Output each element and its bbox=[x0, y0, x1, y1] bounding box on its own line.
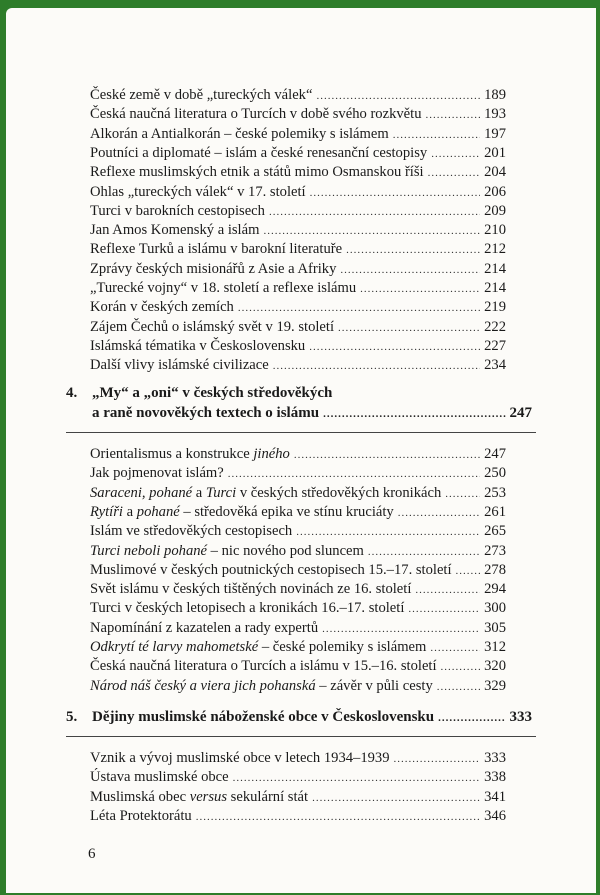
toc-entry-title bbox=[90, 768, 229, 786]
toc-entry-text: Napomínání z kazatelen a rady expertů bbox=[90, 620, 319, 636]
dot-leader bbox=[323, 405, 505, 424]
dot-leader bbox=[445, 485, 480, 503]
toc-entry-italic: Rytíři bbox=[90, 504, 123, 520]
toc-entry bbox=[90, 561, 506, 580]
toc-entry-text: – závěr v půli cesty bbox=[315, 678, 433, 694]
toc-entry bbox=[90, 580, 506, 599]
toc-entry-text: Reflexe muslimských etnik a států mimo Osmanskou říši bbox=[90, 164, 424, 180]
toc-entry-text: a bbox=[122, 504, 137, 520]
toc-entry bbox=[90, 260, 506, 279]
toc-entry bbox=[90, 202, 506, 221]
toc-entry-page: 253 bbox=[484, 485, 506, 501]
dot-leader bbox=[269, 203, 480, 221]
toc-entry bbox=[90, 522, 506, 541]
toc-entry-page: 210 bbox=[484, 222, 506, 238]
toc-entry bbox=[90, 86, 506, 105]
toc-entry-text: – nic nového pod sluncem bbox=[207, 543, 364, 559]
toc-entry-title bbox=[90, 125, 389, 143]
toc-entry-text: Korán v českých zemích bbox=[90, 299, 234, 315]
toc-entry-title bbox=[90, 561, 452, 579]
toc-entry-title bbox=[90, 163, 424, 181]
chapter-number: 4. bbox=[66, 385, 78, 401]
toc-entry-page: 189 bbox=[484, 87, 506, 103]
toc-entry-text: Svět islámu v českých tištěných novinách ze 16. století bbox=[90, 581, 412, 597]
toc-entry-text: „Turecké vojny“ v 18. století a reflexe islámu bbox=[90, 280, 357, 296]
dot-leader bbox=[394, 750, 480, 768]
toc-entry-title bbox=[90, 202, 265, 220]
dot-leader bbox=[393, 126, 480, 144]
toc-entry-italic: Turci neboli pohané bbox=[90, 543, 208, 559]
dot-leader bbox=[437, 678, 480, 696]
dot-leader bbox=[338, 319, 480, 337]
toc-entry-title bbox=[90, 619, 318, 637]
toc-entry-text: a bbox=[192, 485, 206, 501]
toc-entry-page: 261 bbox=[484, 504, 506, 520]
dot-leader bbox=[233, 769, 480, 787]
toc-entry bbox=[90, 105, 506, 124]
toc-entry-title bbox=[90, 484, 441, 502]
toc-entry-page: 305 bbox=[484, 620, 506, 636]
toc-entry-text: Česká naučná literatura o Turcích v době svého rozkvětu bbox=[90, 106, 422, 122]
toc-entry-title bbox=[90, 337, 305, 355]
toc-entry bbox=[90, 144, 506, 163]
dot-leader bbox=[294, 446, 480, 464]
toc-entry-text: – středověká epika ve stínu kruciáty bbox=[179, 504, 394, 520]
toc-entry-text: Orientalismus a konstrukce bbox=[90, 446, 254, 462]
dot-leader bbox=[263, 222, 480, 240]
toc-entry-title bbox=[90, 221, 259, 239]
toc-entry-text: Další vlivy islámské civilizace bbox=[90, 357, 269, 373]
toc-entry bbox=[90, 677, 506, 696]
dot-leader bbox=[426, 106, 480, 124]
toc-entry-title bbox=[90, 260, 336, 278]
chapter-page-number: 333 bbox=[509, 709, 532, 725]
toc-entry-page: 312 bbox=[484, 639, 506, 655]
toc-entry-text: Poutníci a diplomaté – islám a české renesanční cestopisy bbox=[90, 145, 428, 161]
chapter-4-rule bbox=[66, 432, 536, 433]
toc-entry-title bbox=[90, 503, 394, 521]
dot-leader bbox=[428, 164, 480, 182]
dot-leader bbox=[312, 789, 480, 807]
toc-entry-text: Muslimové v českých poutnických cestopisech 15.–17. století bbox=[90, 562, 452, 578]
chapter-title-line1: „My“ a „oni“ v českých středověkých bbox=[92, 385, 333, 401]
toc-entry bbox=[90, 638, 506, 657]
toc-entry-text: – české polemiky s islámem bbox=[258, 639, 427, 655]
toc-entry-page: 214 bbox=[484, 261, 506, 277]
toc-entry-title bbox=[90, 183, 306, 201]
toc-entry bbox=[90, 318, 506, 337]
dot-leader bbox=[346, 241, 480, 259]
toc-entry-title bbox=[90, 542, 364, 560]
dot-leader bbox=[441, 658, 480, 676]
dot-leader bbox=[430, 639, 480, 657]
page-number: 6 bbox=[88, 846, 96, 862]
toc-entry-title bbox=[90, 580, 411, 598]
toc-entry-text: Jak pojmenovat islám? bbox=[90, 465, 224, 481]
toc-entry bbox=[90, 464, 506, 483]
chapter-title-line1 bbox=[92, 708, 532, 728]
chapter-5-rule bbox=[66, 736, 536, 737]
toc-entry-title bbox=[90, 807, 192, 825]
toc-entry-text: Islám ve středověkých cestopisech bbox=[90, 523, 293, 539]
toc-entry-title bbox=[90, 522, 292, 540]
toc-entry bbox=[90, 240, 506, 259]
toc-entry-title bbox=[90, 318, 334, 336]
toc-entry-page: 278 bbox=[484, 562, 506, 578]
toc-entry bbox=[90, 183, 506, 202]
toc-entry-page: 247 bbox=[484, 446, 506, 462]
toc-entry-title bbox=[90, 464, 224, 482]
toc-entry-title bbox=[90, 638, 426, 656]
toc-entry-title bbox=[90, 677, 433, 695]
toc-entry-title bbox=[90, 599, 404, 617]
toc-entry-text: Zájem Čechů o islámský svět v 19. století bbox=[90, 319, 335, 335]
toc-entry-text: České země v době „tureckých válek“ bbox=[90, 87, 313, 103]
toc-entry bbox=[90, 619, 506, 638]
chapter-title-text: a raně novověkých textech o islámu bbox=[92, 405, 320, 421]
toc-entry-text: Ústava muslimské obce bbox=[90, 769, 229, 785]
dot-leader bbox=[340, 261, 480, 279]
toc-entry-page: 214 bbox=[484, 280, 506, 296]
dot-leader bbox=[309, 338, 480, 356]
toc-entry-text: Reflexe Turků a islámu v barokní literatuře bbox=[90, 241, 343, 257]
toc-entry-italic: versus bbox=[189, 789, 228, 805]
toc-entry-page: 209 bbox=[484, 203, 506, 219]
toc-entry-page: 193 bbox=[484, 106, 506, 122]
toc-entry-text: Islámská tématika v Československu bbox=[90, 338, 306, 354]
toc-entry-title bbox=[90, 240, 342, 258]
dot-leader bbox=[316, 87, 480, 105]
toc-entry-text: Turci v českých letopisech a kronikách 16.–17. století bbox=[90, 600, 405, 616]
toc-entry-text: Muslimská obec bbox=[90, 789, 190, 805]
toc-entry bbox=[90, 807, 506, 826]
toc-entry-page: 341 bbox=[484, 789, 506, 805]
toc-entry-page: 206 bbox=[484, 184, 506, 200]
dot-leader bbox=[438, 709, 505, 728]
toc-entry-page: 222 bbox=[484, 319, 506, 335]
toc-entry-page: 329 bbox=[484, 678, 506, 694]
toc-entry-text: Vznik a vývoj muslimské obce v letech 1934–1939 bbox=[90, 750, 390, 766]
toc-entry bbox=[90, 484, 506, 503]
dot-leader bbox=[296, 523, 480, 541]
toc-entry bbox=[90, 221, 506, 240]
toc-entry-title bbox=[90, 144, 427, 162]
toc-entry-italic: Národ náš český a viera jich pohanská bbox=[90, 678, 316, 694]
toc-entry bbox=[90, 599, 506, 618]
dot-leader bbox=[228, 465, 480, 483]
toc-entry-title bbox=[90, 86, 312, 104]
dot-leader bbox=[398, 504, 480, 522]
toc-entry bbox=[90, 356, 506, 375]
toc-entry bbox=[90, 298, 506, 317]
dot-leader bbox=[360, 280, 480, 298]
chapter-title-text: Dějiny muslimské náboženské obce v Československu bbox=[92, 709, 435, 725]
dot-leader bbox=[431, 145, 480, 163]
dot-leader bbox=[310, 184, 480, 202]
toc-entry-italic: Odkrytí té larvy mahometské bbox=[90, 639, 259, 655]
toc-entry-text: v českých středověkých kronikách bbox=[236, 485, 442, 501]
toc-entry-page: 197 bbox=[484, 126, 506, 142]
toc-entry bbox=[90, 657, 506, 676]
toc-entry-title bbox=[90, 356, 269, 374]
dot-leader bbox=[238, 299, 480, 317]
toc-entry bbox=[90, 749, 506, 768]
toc-entry-italic: pohané bbox=[136, 504, 180, 520]
dot-leader bbox=[415, 581, 480, 599]
toc-entry bbox=[90, 542, 506, 561]
toc-entry bbox=[90, 279, 506, 298]
toc-entry-page: 201 bbox=[484, 145, 506, 161]
chapter-page-number: 247 bbox=[509, 405, 532, 421]
dot-leader bbox=[408, 600, 480, 618]
toc-entry-page: 234 bbox=[484, 357, 506, 373]
toc-entry-text: Turci v barokních cestopisech bbox=[90, 203, 265, 219]
toc-entry-page: 265 bbox=[484, 523, 506, 539]
toc-entry-italic: jiného bbox=[253, 446, 290, 462]
toc-entry bbox=[90, 503, 506, 522]
dot-leader bbox=[196, 808, 480, 826]
toc-entry-italic: Saraceni, pohané bbox=[90, 485, 193, 501]
toc-entry-page: 204 bbox=[484, 164, 506, 180]
dot-leader bbox=[273, 357, 480, 375]
toc-entry-page: 219 bbox=[484, 299, 506, 315]
toc-entry-title bbox=[90, 749, 390, 767]
toc-entry-page: 294 bbox=[484, 581, 506, 597]
dot-leader bbox=[456, 562, 480, 580]
toc-entry-page: 300 bbox=[484, 600, 506, 616]
toc-entry bbox=[90, 768, 506, 787]
toc-entry-text: Alkorán a Antialkorán – české polemiky s islámem bbox=[90, 126, 389, 142]
toc-entry-title bbox=[90, 788, 308, 806]
toc-entry bbox=[90, 788, 506, 807]
toc-entry-text: sekulární stát bbox=[227, 789, 309, 805]
toc-entry-page: 227 bbox=[484, 338, 506, 354]
toc-entry bbox=[90, 125, 506, 144]
toc-entry-title bbox=[90, 657, 437, 675]
dot-leader bbox=[368, 543, 480, 561]
toc-entry bbox=[90, 337, 506, 356]
toc-entry-page: 273 bbox=[484, 543, 506, 559]
toc-entry bbox=[90, 445, 506, 464]
book-page bbox=[6, 8, 596, 893]
toc-entry-page: 346 bbox=[484, 808, 506, 824]
toc-entry-text: Zprávy českých misionářů z Asie a Afriky bbox=[90, 261, 337, 277]
toc-entry-page: 333 bbox=[484, 750, 506, 766]
toc-entry-text: Česká naučná literatura o Turcích a islámu v 15.–16. století bbox=[90, 658, 437, 674]
toc-entry-title bbox=[90, 279, 356, 297]
toc-entry-text: Ohlas „tureckých válek“ v 17. století bbox=[90, 184, 306, 200]
toc-entry-title bbox=[90, 298, 234, 316]
toc-entry bbox=[90, 163, 506, 182]
chapter-title-line2 bbox=[92, 404, 532, 424]
toc-entry-page: 338 bbox=[484, 769, 506, 785]
chapter-number: 5. bbox=[66, 709, 78, 725]
toc-entry-italic: Turci bbox=[205, 485, 237, 501]
toc-entry-page: 320 bbox=[484, 658, 506, 674]
toc-entry-text: Léta Protektorátu bbox=[90, 808, 192, 824]
toc-entry-title bbox=[90, 445, 290, 463]
toc-entry-title bbox=[90, 105, 422, 123]
toc-entry-page: 250 bbox=[484, 465, 506, 481]
toc-entry-text: Jan Amos Komenský a islám bbox=[90, 222, 260, 238]
dot-leader bbox=[322, 620, 480, 638]
toc-entry-page: 212 bbox=[484, 241, 506, 257]
